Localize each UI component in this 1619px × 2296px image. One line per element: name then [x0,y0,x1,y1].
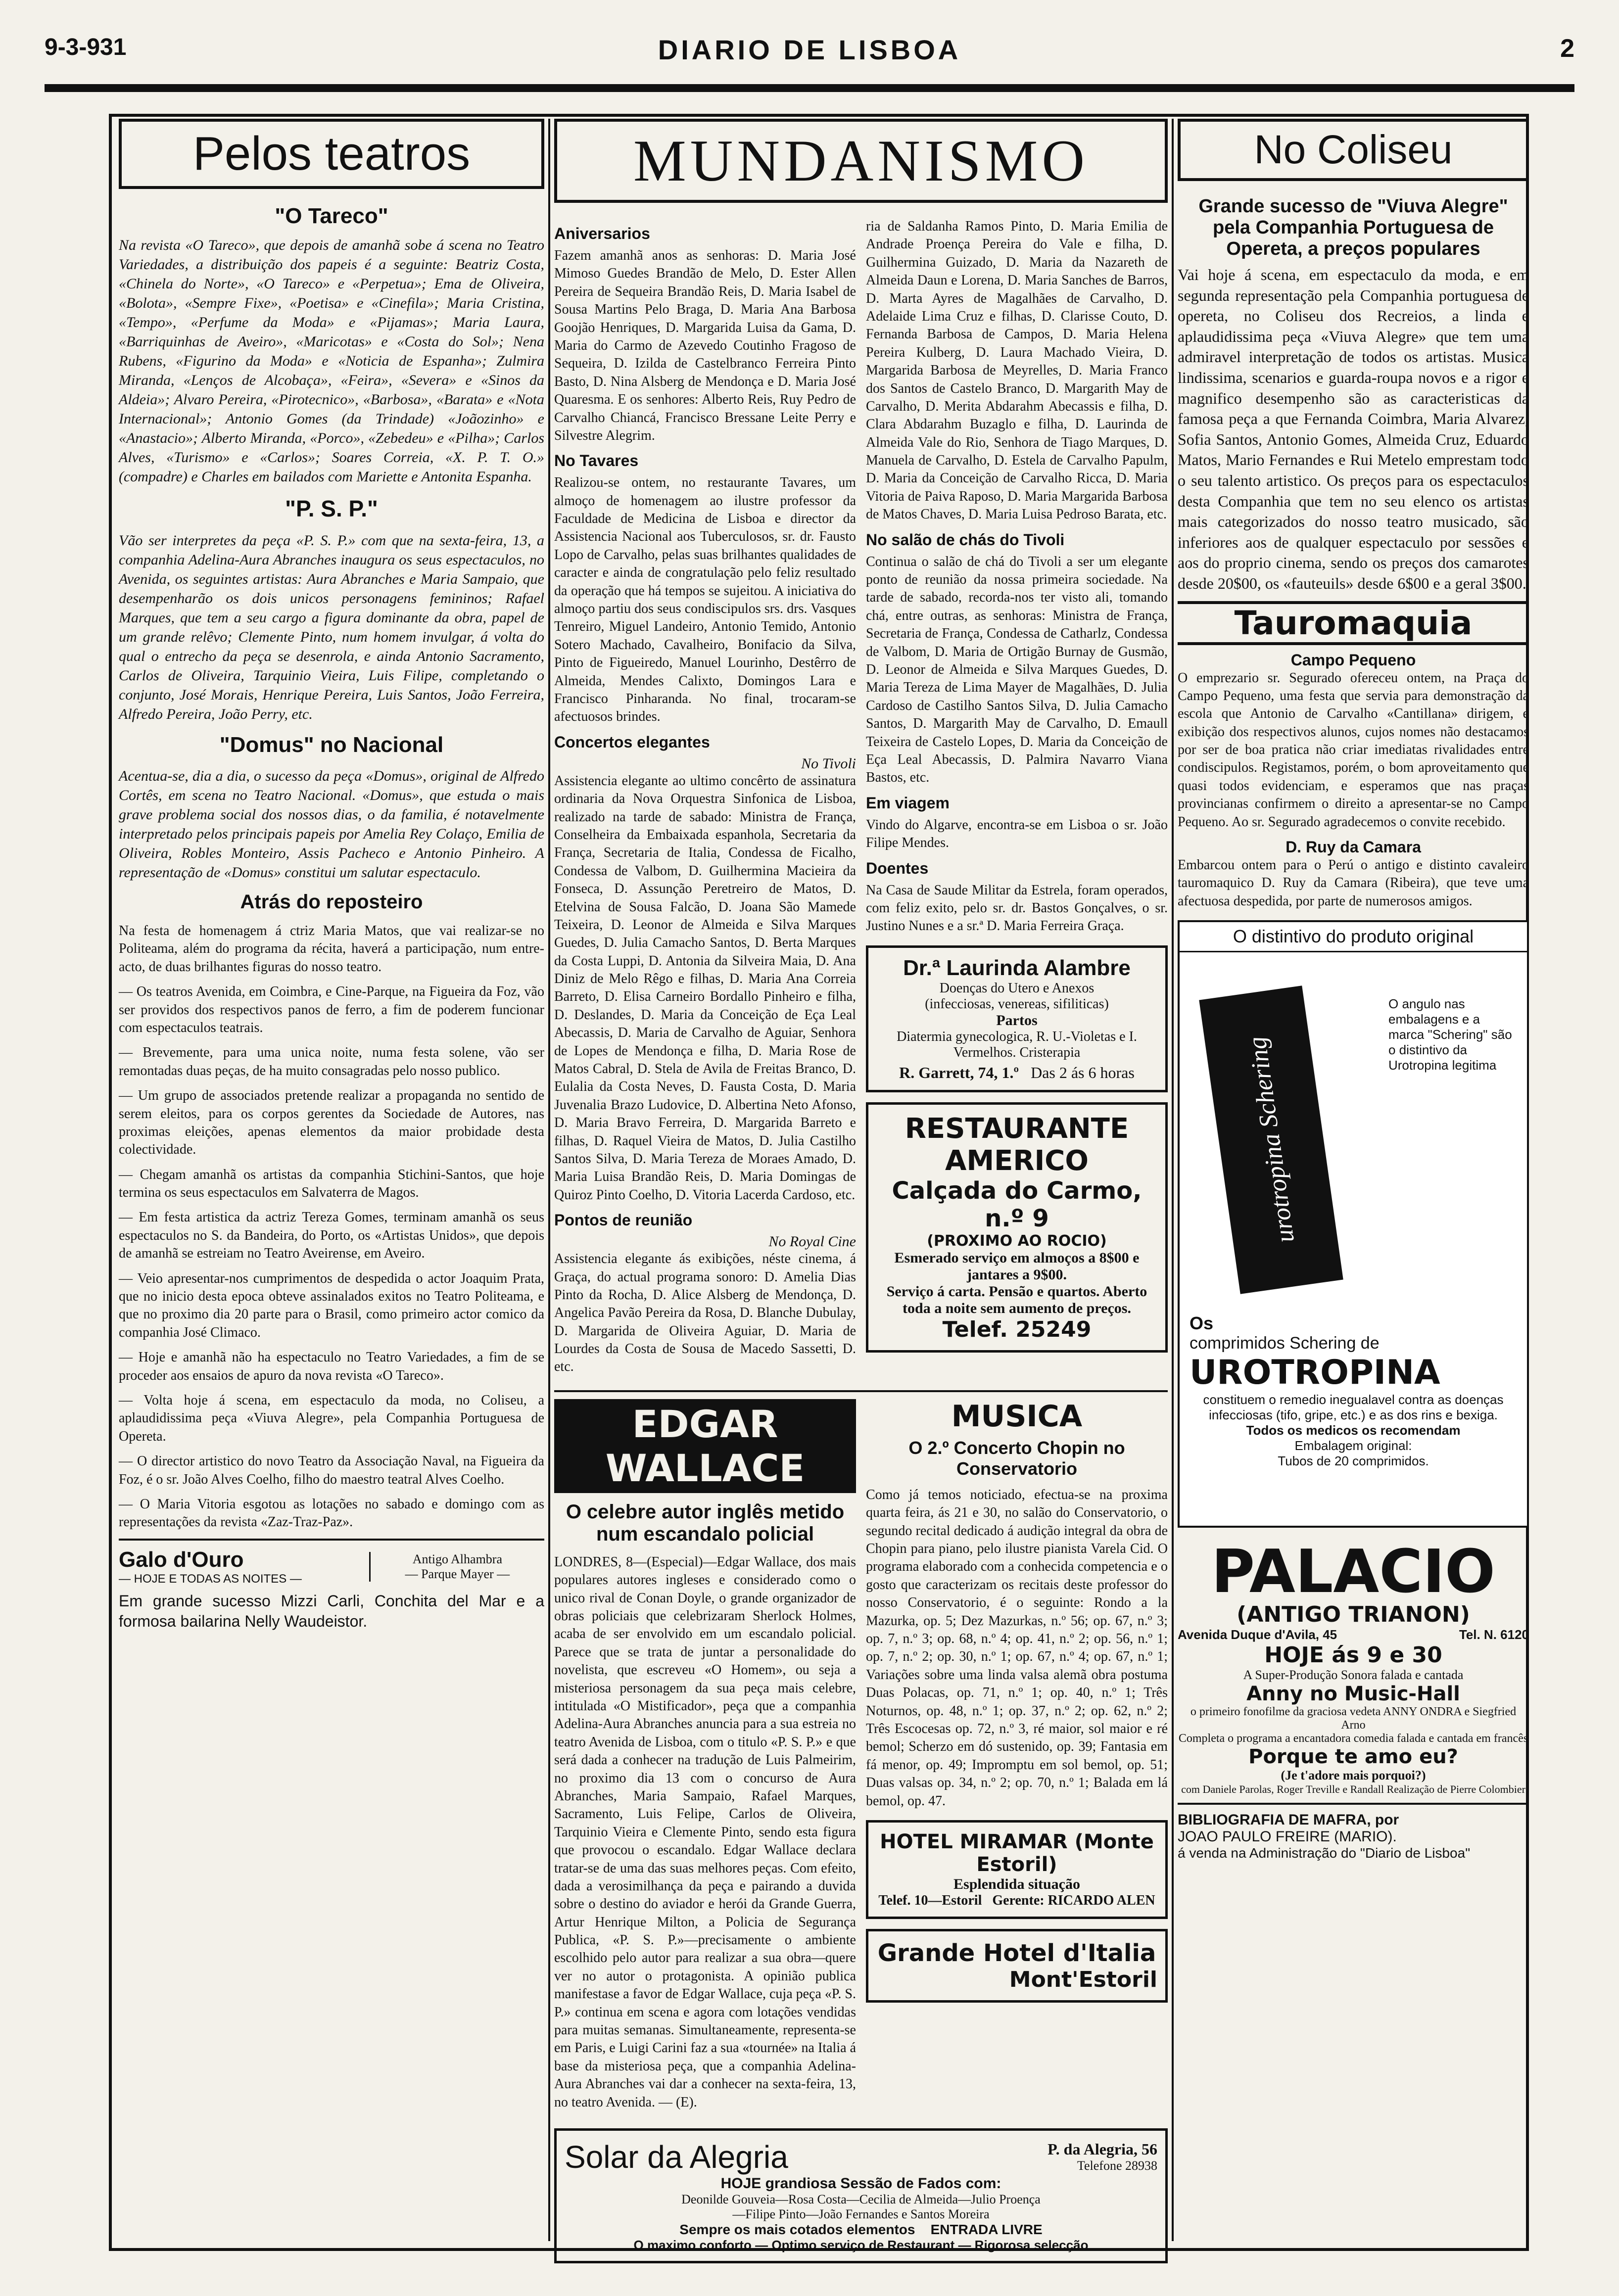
showtime: HOJE ás 9 e 30 [1264,1642,1442,1668]
list-item: — O Maria Vitoria esgotou as lotações no sabado e domingo com as representações da revista «Zaz-Traz-Paz». [119,1496,544,1530]
solar-ad [554,2128,1168,2263]
notes-list [119,922,544,1532]
cinema-address: Avenida Duque d'Avila, 45 [1178,1627,1337,1642]
ad-line: —Filipe Pinto—João Fernandes e Santos Moreira [732,2206,990,2221]
hotel-phone: Telef. 10—Estoril [878,1892,982,1908]
restaurant-phone: Telef. 25249 [942,1316,1092,1342]
product-box-label: urotropina Schering [1242,1035,1300,1245]
left-column [119,119,544,1639]
section-title: Pelos teatros [119,119,544,189]
article-title: Grande sucesso de "Viuva Alegre" pela Companhia Portuguesa de Opereta, a preços populares [1198,196,1508,259]
divider [119,1539,544,1541]
solar-phone: Telefone 28938 [1077,2158,1157,2173]
subhead: Campo Pequeno [1290,651,1416,669]
subhead: Aniversarios [554,225,650,242]
paragraph: Realizou-se ontem, no restaurante Tavares, um almoço de homenagem ao ilustre professor da Faculdade de Medicina de Lisboa e director da Assistencia Nacional aos Tuberculosos, sr. dr. Fausto Lopo de Carvalho, pelas suas brilhantes qualidades de caracter e ainda de congratulação pelo feliz resultado da operação que há tempos se sujeitou. A iniciativa do almoço partiu dos seus condiscipulos srs. drs. Vasques Tenreiro, Miguel Landeiro, Antonio Temido, Antonio Sotero Machado, Cavalheiro, Bonifacio da Silva, Pinto de Figueiredo, Manuel Lourinho, Destêrro de Almeida, Mendes Calixto, Domingos Lara e Francisco Pinharanda. No final, trocaram-se afectuosos brindes. [554,475,856,725]
brand-name: UROTROPINA [1190,1353,1440,1393]
subhead: D. Ruy da Camara [1286,838,1421,856]
restaurant-near: (PROXIMO AO ROCIO) [927,1232,1107,1250]
paragraph: Fazem amanhã anos as senhoras: D. Maria José Mimoso Guedes Brandão de Melo, D. Ester Allen Pereira de Sequeira Brandão Reis, D. Maria Isabel de Sousa Martins Pelo Braga, D. Maria Ana Barbosa Goojão Henriques, D. Margarida Luisa da Gama, D. Maria do Carmo de Azevedo Coutinho Fragoso de Sequeira, D. Izilda de Castelbranco Ferreira Pinto Basto, D. Nina Alsberg de Mendonça e D. Maria José Quaresma. E os senhores: Alberto Reis, Ruy Pedro de Carvalho Chiancá, Francisco Bressane Leite Perry e Silvestre Alegrim. [554,248,856,443]
page-number: 2 [1560,34,1574,63]
film-title: Porque te amo eu? [1248,1745,1458,1769]
paragraph: ria de Saldanha Ramos Pinto, D. Maria Emilia de Andrade Proença Pereira do Vale e filha, D. Guilhermina Guizado, D. Maria da Nazareth de Almeida Daun e Lorena, D. Maria Sanches de Barros, D. Marta Ayres de Magalhães de Carvalho, D. Adelaide Lima Cruz e filhas, D. Clarisse Couto, D. Fernanda Barbosa de Campos, D. Maria Helena Pereira Kulberg, D. Laura Machado Vieira, D. Margarida Barbosa de Meyrelles, D. Maria Franco dos Santos de Castelo Branco, D. Margarith May de Carvalho, D. Merita Abdarahm Abecassis e filha, D. Clara Abdarahm Buzaglo e filha, D. Laurinda de Almeida Vale do Rio, Senhora de Tiago Marques, D. Manuela de Carvalho, D. Estela de Carvalho Papulm, D. Maria da Conceição de Carvalho Ricca, D. Maria Vitoria de Paiva Raposo, D. Maria Margarida Barbosa de Matos Chaves, D. Maria Luisa Pedroso Barata, etc. [866,219,1168,522]
ad-line: Deonilde Gouveia—Rosa Costa—Cecilia de Almeida—Julio Proença [681,2192,1041,2206]
divider [1178,1803,1529,1805]
ad-line: JOAO PAULO FREIRE (MARIO). [1178,1828,1397,1845]
music-title: MUSICA [951,1399,1083,1434]
ad-line: com Daniele Parolas, Roger Treville e Randall Realização de Pierre Colombier [1181,1783,1525,1796]
article-body: Como já temos noticiado, efectua-se na proxima quarta feira, ás 21 e 30, no salão do Conservatorio, o segundo recital dedicado á audição integral da obra de Chopin para piano, pelo ilustre pianista Varela Cid. O programa elaborado com a conhecida competencia e o gosto que caracterizam os recitais deste professor do nosso Conservatorio, é o seguinte: Rondo a la Mazurka, op. 5; Dez Mazurkas, n.º 56; op. 67, n.º 3; op. 7, n.º 3; op. 68, n.º 4; op. 41, n.º 2; op. 56, n.º 1; op. 7, n.º 2; op. 30, n.º 1; op. 67, n.º 4; op. 67, n.º 1; Variações sobre uma linda valsa alemã obra postuma Duas Polacas, op. 71, n.º 1; op. 40, n.º 1; Três Noturnos, op. 48, n.º 1; op. 37, n.º 2; op. 62, n.º 2; Três Escocesas op. 72, n.º 3, ré maior, sol maior e ré bemol; Scherzo em dó sustenido, op. 39; Fantasia em fá menor, op. 49; Impromptu em sol bemol, op. 51; Duas valsas op. 34, n.º 2; op. 70, n.º 1; Balada em lá bemol, op. 47. [866,1487,1168,1809]
paragraph: Assistencia elegante ao ultimo concêrto de assinatura ordinaria da Nova Orquestra Sinfonica de Lisboa, realizado na tarde de sabado: Ministra de França, Conselheira da Embaixada espanhola, Secretaria da França, Secretaria de Italia, Condessa de Ficalho, Condessa de Valbom, D. Guilhermina Macieira da Fonseca, D. Assunção Peretreiro de Matos, D. Etelvina de Sousa Falcão, D. Joana São Mamede Teixeira, D. Leonor de Almeida e Silva Marques Guedes, D. Julia Camacho Santos, D. Berta Marques da Costa Luppi, D. Antonia da Silveira Maia, D. Ana Diniz de Melo Rêgo e filhas, D. Maria Ana Correia Barreto, D. Elisa Carneiro Bordallo Pinheiro e filha, D. Deslandes, D. Maria da Conceição de Eça Leal Abecassis, D. Maria de Carvalho de Aguiar, Senhora de Lopes de Mendonça e filha, D. Maria Rose de Matos Cabral, D. Stela de Avila de Freitas Branco, D. Eulalia da Costa Neves, D. Fausta Costa, D. Maria Juvenalia Brazo Ludovice, D. Albertina Neto Afonso, D. Maria Bravo Ferreira, D. Margarida Barreto e filhas, D. Raquel Vieira de Matos, D. Julia Castilho Santos Silva, D. Maria Tereza de Moraes Amado, D. Maria Luisa Brandão Reis, D. Maria Domingas de Quiroz Pinto Coelho, D. Vitoria Lacerda Cardoso, etc. [554,773,856,1203]
venue-label: No Tivoli [801,755,856,772]
paragraph: Vindo do Algarve, encontra-se em Lisboa o sr. João Filipe Mendes. [866,817,1168,851]
hotel-name: HOTEL MIRAMAR (Monte Estoril) [880,1830,1154,1876]
list-item: — Chegam amanhã os artistas da companhia Stichini-Santos, que hoje termina os seus espectaculos em Salvaterra de Magos. [119,1167,544,1201]
masthead: DIARIO DE LISBOA [658,34,961,65]
wallace-article [554,1399,856,2118]
ad-line: Os [1190,1313,1214,1334]
cinema-sub: (ANTIGO TRIANON) [1237,1602,1470,1628]
ad-line: Completa o programa a encantadora comedia falada e cantada em francês [1178,1732,1528,1745]
ad-line: HOJE grandiosa Sessão de Fados com: [720,2175,1001,2192]
ad-line: constituem o remedio inegualavel contra as doenças infecciosas (tifo, gripe, etc.) e as dos rins e bexiga. [1203,1392,1504,1423]
ad-line: comprimidos Schering de [1190,1334,1380,1353]
italia-ad [866,1929,1168,2003]
solar-address: P. da Alegria, 56 [1048,2140,1157,2158]
list-item: — Veio apresentar-nos cumprimentos de despedida o actor Joaquim Prata, que no inicio desta epoca obteve assinalados exitos no Teatro Politeama, e que no proximo dia 20 parte para o Brasil, como primeiro actor comico da companhia José Climaco. [119,1270,544,1340]
mundanismo-columns [554,218,1168,1383]
subhead: No salão de chás do Tivoli [866,530,1065,549]
mundanismo-col-a [554,218,856,1383]
column-divider [548,119,550,2241]
right-column [1178,119,1529,1861]
ad-line: Esmerado serviço em almoços a 8$00 e jantares a 9$00. [894,1249,1140,1283]
issue-date: 9-3-931 [45,34,127,60]
film-title: Anny no Music-Hall [1246,1683,1460,1706]
product-box-icon [1199,985,1343,1294]
urotropina-ad [1178,920,1529,1528]
paragraph: Embarcou ontem para o Perú o antigo e distinto cavaleiro tauromaquico D. Ruy da Camara (Ribeira), que teve uma afectuosa despedida, por parte de numerosos amigos. [1178,857,1529,909]
galo-title: Galo d'Ouro [119,1547,244,1572]
subhead: Doentes [866,859,929,877]
header-rule [45,84,1574,92]
ad-line: Sempre os mais cotados elementos [679,2221,915,2237]
restaurant-name: RESTAURANTE AMERICO [905,1112,1129,1177]
ad-line: Doenças do Utero e Anexos [939,980,1095,996]
article-body: Vai hoje á scena, em espectaculo da moda, e em segunda representação pela Companhia portuguesa de opereta, no Coliseu dos Recreios, a linda e aplaudidissima peça «Viuva Alegre» que tem uma admiravel interpretação de todos os artistas. Musica lindissima, scenarios e guarda-roupa novos e a rigor e magnifico desempenho são as caracteristicas da famosa peça a que Fernanda Coimbra, Maria Alvarez, Sofia Santos, Antonio Gomes, Almeida Cruz, Eduardo Matos, Mario Fernandes e Rui Metelo emprestam todo o seu talento artistico. Os preços para os espectaculos desta Companhia que tem no seu elenco os artistas mais categorizados do nosso teatro musicado, são inferiores aos de qualquer espectaculo por sessões e aos do proprio cinema, sendo os preços dos camarotes desde 20$00, os «fauteuils» desde 6$00 e a geral 3$00. [1178,266,1529,592]
ad-line: Embalagem original: [1294,1438,1412,1453]
paragraph: Continua o salão de chá do Tivoli a ser um elegante ponto de reunião da nossa primeira sociedade. Na tarde de sabado, recorda-nos ter visto ali, tomando chá, entre outras, as senhoras: Ministra de França, Secretaria de França, Condessa de Catharlz, Condessa de Valbom, D. Maria de Ortigão Burnay de Gusmão, D. Leonor de Almeida e Silva Marques Guedes, D. Maria Tereza de Lima Mayer de Magalhães, D. Julia Cardoso de Castilho Santos Silva, D. Julia Camacho Santos, D. Margarith May de Carvalho, D. Emaull Teixeira de Castelo Lopes, D. Maria da Conceição de Eça Leal Abecassis, D. Palmira Navarro Viana Bastos, etc. [866,554,1168,786]
article-title: "O Tareco" [275,204,388,228]
ad-headline: O distintivo do produto original [1180,922,1527,952]
article-body: Vão ser interpretes da peça «P. S. P.» com que na sexta-feira, 13, a companhia Adelina-Aura Abranches inaugura os seus espectaculos, no Avenida, os seguintes artistas: Aura Abranches e Maria Sampaio, que desempenharão os dois unicos personagens femininos; Rafael Marques, que tem a seu cargo a figura dominante da obra, papel de um grande relêvo; Clemente Pinto, num homem invulgar, á volta do qual o entrecho da peça se desenrola, e ainda Antonio Sacramento, Carlos de Oliveira, Tarquinio Vieira, Luis Filipe, completando o conjunto, José Morais, Henrique Pereira, Luis Santos, João Ferreira, Alfredo Pereira, João Perry, etc. [119,532,544,722]
subhead: No Tavares [554,452,639,470]
subhead: Em viagem [866,794,950,812]
venue-label: No Royal Cine [768,1233,856,1250]
list-item: — Um grupo de associados pretende realizar a propaganda no sentido de serem eleitos, para os corpos gerentes da Sociedade de Autores, nas proximas eleições, apenas elementos da maior probidade desta colectividade. [119,1088,544,1158]
ad-line: (Je t'adore mais porquoi?) [1281,1768,1426,1783]
wallace-title: EDGAR WALLACE [554,1399,856,1493]
ad-line: á venda na Administração do "Diario de Lisboa" [1178,1845,1471,1861]
hotel-manager: Gerente: RICARDO ALEN [992,1892,1155,1908]
paragraph: O emprezario sr. Segurado ofereceu ontem, na Praça do Campo Pequeno, uma festa que servia para demonstração da escola que Antonio de Carvalho «Cantillana» dirigem, e exibição dos respectivos alunos, cujos nomes não destacamos por ser de boa pratica não criar imediatas rivalidades entre condiscipulos. Registamos, porém, o bom aproveitamento que quasi todos evidenciam, e esperamos que nas praças provincianas confirmem o direito a apresentar-se no Campo Pequeno. Ao sr. Segurado agradecemos o convite recebido. [1178,670,1529,830]
wallace-subtitle: O celebre autor inglês metido num escandalo policial [566,1500,845,1545]
article-body: Na revista «O Tareco», que depois de amanhã sobe á scena no Teatro Variedades, a distribuição dos papeis é a seguinte: Beatriz Costa, «Chinela do Norte», «O Tareco» e «Perpetua»; Ema de Oliveira, «Bolota», «Sempre Fixe», «Poetisa» e «Cinefila»; Maria Cristina, «Tempo», «Perfume da Moda» e «Pijamas»; Maria Laura, «Barriquinhas de Aveiro», «Maricotas» e «Costa do Sol»; Nena Rubens, «Figurino da Moda» e «Noticia de Espanha»; Zulmira Miranda, «Lenços de Alcobaça», «Feira», «Severa» e «Sinos da Aldeia»; Alvaro Pereira, «Pirotecnico», «Barbosa», «Barata» e «Nota Internacional»; Antonio Gomes (da Trindade) «Joãozinho» e «Anastacio»; Alberto Miranda, «Porco», «Zebedeu» e «Pilha»; Carlos Alves, «Turismo» e «Carlos»; Soares Correia, «X. P. T. O.» (compadre) e Charles em bailados com Mariette e Antonita Espanha. [119,237,544,485]
doctor-ad [866,945,1168,1092]
section-title: No Coliseu [1178,119,1529,181]
restaurant-ad [866,1102,1168,1353]
article-body: Acentua-se, dia a dia, o sucesso da peça «Domus», original de Alfredo Cortês, em scena no Teatro Nacional. «Domus», que estuda o mais grave problema social dos nossos dias, o da familia, é notavelmente interpretado pelos principais papeis por Amelia Rey Colaço, Emilia de Oliveira, Robles Monteiro, Assis Pacheco e Antonio Pinheiro. A representação de «Domus» constitui um salutar espectaculo. [119,768,544,881]
galo-sub: — HOJE E TODAS AS NOITES — [119,1572,302,1586]
galo-side: Antigo Alhambra [412,1551,502,1566]
section-title: Tauromaquia [1178,601,1529,645]
divider [554,1390,1168,1392]
subhead: Concertos elegantes [554,733,710,751]
article-title: "P. S. P." [285,496,378,521]
bibliografia-ad [1178,1812,1529,1861]
galo-side: — Parque Mayer — [405,1566,510,1581]
column-divider [1172,119,1174,2241]
hotel-location: Mont'Estoril [1009,1967,1157,1992]
ad-line: Serviço á carta. Pensão e quartos. Aberto toda a noite sem aumento de preços. [886,1283,1147,1316]
list-item: — O director artistico do novo Teatro da Associação Naval, na Figueira da Foz, é o sr. João Alves Coelho, filho do maestro teatral Alves Coelho. [119,1453,544,1487]
list-item: — Hoje e amanhã não ha espectaculo no Teatro Variedades, a fim de se proceder aos ensaios de apuro da nova revista «O Tareco». [119,1350,544,1383]
list-item: — Em festa artistica da actriz Tereza Gomes, terminam amanhã os seus espectaculos no S. da Bandeira, do Porto, os «Artistas Unidos», que depois de amanhã se estreiam no Teatro Aveirense, em Aveiro. [119,1210,544,1262]
mundanismo-col-b [866,218,1168,1383]
article-body: LONDRES, 8—(Especial)—Edgar Wallace, dos mais populares autores ingleses e considerado como o unico rival de Conan Doyle, o grande organizador de obras policiais que celebrizaram Sherlock Holmes, acaba de ser envolvido em um escandalo policial. Parece que se trata de juntar a personalidade do novelista, que escreveu «O Homem», ou seja a misteriosa personagem da sua peça mais celebre, intitulada «O Mistificador», peça que a companhia Adelina-Aura Abranches anuncia para a sua estreia no teatro Avenida de Lisboa, com o titulo «P. S. P.» e que será dada a conhecer na tradução de Luis Palmeirim, no proximo dia 13 com o concurso de Aura Abranches, Maria Sampaio, Rafael Marques, Sacramento, Luis Felipe, Carlos de Oliveira, Tarquinio Vieira e Clemente Pinto, sendo esta figura que provocou o escandalo. Edgar Wallace declara tratar-se de uma das suas melhores peças. Com efeito, dada a verosimilhança da peça e pairando a duvida sobre o destino do aviador e herói da Grande Guerra, Artur Henrique Milton, a Policia de Segurança Publica, «P. S. P.»—precisamente o ambiente escolhido pelo autor para realizar a sua obra—quere ver no autor o protagonista. A opinião publica manifestase a favor de Edgar Wallace, cuja peça «P. S. P.» continua em scena e agora com lotações vendidas para muitas semanas. Simultaneamente, representa-se em Paris, e Luigi Carini faz a sua «tournée» na Italia á base da misteriosa peça, que a companhia Adelina-Aura Abranches vai dar a conhecer na sexta-feira, 13, no teatro Avenida. — (E). [554,1554,856,2110]
galo-text: Em grande sucesso Mizzi Carli, Conchita del Mar e a formosa bailarina Nelly Waudeistor. [119,1592,544,1631]
ad-line: Todos os medicos os recomendam [1246,1423,1461,1438]
galo-ad [119,1547,544,1586]
cinema-name: PALACIO [1211,1538,1495,1607]
ad-line: o primeiro fonofilme da graciosa vedeta ANNY ONDRA e Siegfried Arno [1190,1705,1517,1732]
list-item: Na festa de homenagem á ctriz Maria Matos, que vai realizar-se no Politeama, além do programa da récita, haverá a participação, num entre-acto, de duas brilhantes figuras do nosso teatro. [119,923,544,975]
ad-line: Diatermia gynecologica, R. U.-Violetas e I. Vermelhos. Cristerapia [897,1029,1137,1060]
subhead: Pontos de reunião [554,1211,693,1229]
ad-line: O maximo conforto — Optimo serviço de Restaurant — Rigorosa selecção [633,2237,1089,2252]
palacio-ad [1178,1538,1529,1796]
lower-articles [554,1399,1168,2118]
doctor-address: R. Garrett, 74, 1.º [899,1063,1019,1081]
doctor-name: Dr.ª Laurinda Alambre [903,955,1131,980]
ad-line: (infecciosas, venereas, sifiliticas) [925,996,1109,1012]
ad-line: ENTRADA LIVRE [930,2221,1043,2237]
ad-line: BIBLIOGRAFIA DE MAFRA, por [1178,1812,1399,1828]
music-article [866,1399,1168,2118]
list-item: — Volta hoje á scena, em espectaculo da moda, no Coliseu, a aplaudidissima peça «Viuva Alegre», pela Companhia Portuguesa de Opereta. [119,1392,544,1444]
hotel-name: Grande Hotel d'Italia [877,1939,1156,1967]
paragraph: Assistencia elegante ás exibições, néste cinema, á Graça, do actual programa sonoro: D. Amelia Dias Pinto da Rocha, D. Alice Alsberg de Mendonça, D. Angelica Pavão Pereira da Rosa, D. Blanche Dubulay, D. Margarida de Oliveira Aguiar, D. Maria de Lourdes da Costa de Sousa de Macedo Sassetti, D. etc. [554,1251,856,1375]
page-header [45,20,1574,89]
miramar-ad [866,1820,1168,1919]
ad-line: Tubos de 20 comprimidos. [1278,1453,1429,1469]
middle-column [554,119,1168,2273]
cinema-phone: Tel. N. 6120 [1459,1627,1529,1642]
ad-note: O angulo nas embalagens e a marca "Schering" são o distintivo da Urotropina legitima [1388,996,1512,1073]
list-item: — Brevemente, para uma unica noite, numa festa solene, vão ser remontadas duas peças, de ha muito consagradas pelo nosso publico. [119,1045,544,1078]
ad-line: A Super-Produção Sonora falada e cantada [1243,1668,1464,1683]
article-title: "Domus" no Nacional [219,733,444,757]
list-item: — Os teatros Avenida, em Coimbra, e Cine-Parque, na Figueira da Foz, vão ser providos dos respectivos panos de ferro, a fim de poderem funcionar com espectaculos teatrais. [119,984,544,1035]
hotel-sub: Esplendida situação [953,1875,1080,1892]
paragraph: Na Casa de Saude Militar da Estrela, foram operados, com feliz exito, pelo sr. dr. Bastos Gonçalves, o sr. Justino Nunes e a sr.ª D. Maria Ferreira Graça. [866,882,1168,934]
article-title: Atrás do reposteiro [240,891,423,913]
solar-name: Solar da Alegria [565,2139,788,2175]
ad-line: Partos [996,1012,1038,1029]
doctor-hours: Das 2 ás 6 horas [1031,1063,1135,1081]
section-title: MUNDANISMO [554,119,1168,203]
music-subtitle: O 2.º Concerto Chopin no Conservatorio [908,1437,1125,1479]
restaurant-address: Calçada do Carmo, n.º 9 [892,1176,1142,1232]
